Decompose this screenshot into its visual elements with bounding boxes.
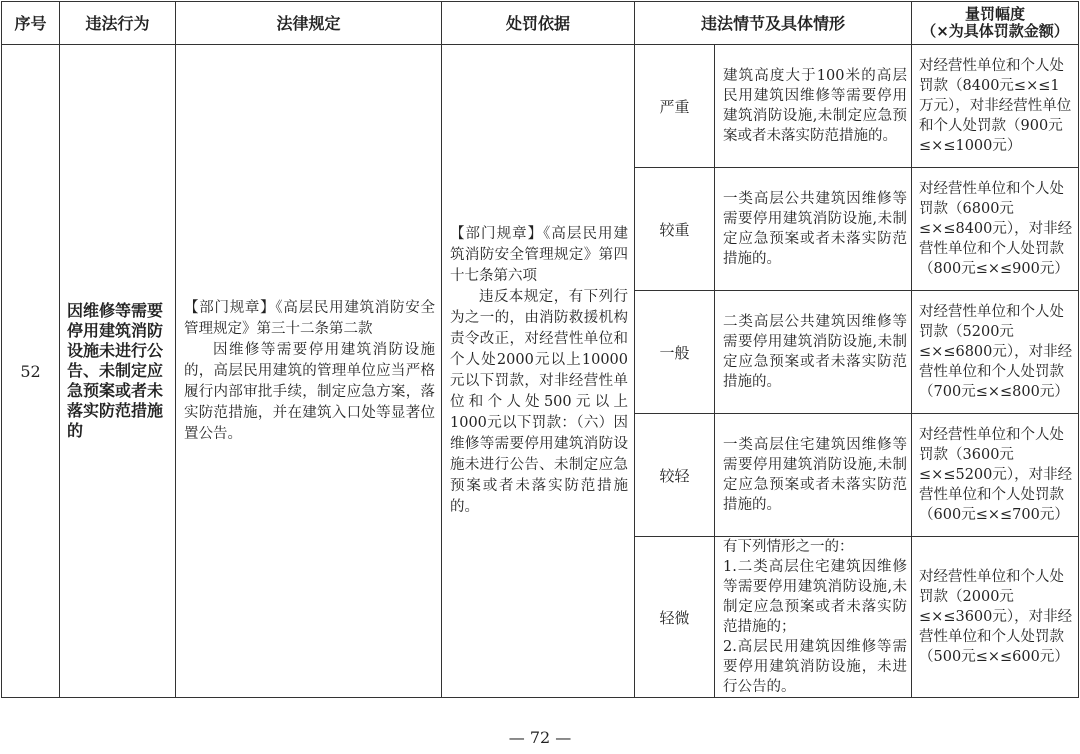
- penalty-basis-source: 【部门规章】《高层民用建筑消防安全管理规定》第四十七条第六项: [450, 226, 628, 284]
- header-fine-note: （×为具体罚款金额）: [921, 22, 1069, 40]
- level-label: 严重: [635, 45, 715, 168]
- level-description-intro: 有下列情形之一的：: [723, 539, 854, 555]
- fine-range: 对经营性单位和个人处罚款（6800元≤×≤8400元），对非经营性单位和个人处罚款（800元≤×≤900元）: [912, 168, 1079, 291]
- penalty-basis-text: 违反本规定，有下列行为之一的，由消防救援机构责令改正，对经营性单位和个人处2000元以上10000元以下罚款，对非经营性单位和个人处500元以上1000元以下罚款：（六）因维修等需要停用建筑消防设施未进行公告、未制定应急预案或者未落实防范措施的。: [450, 289, 628, 515]
- table-row: [2, 45, 1079, 168]
- fine-range: 对经营性单位和个人处罚款（8400元≤×≤1万元），对非经营性单位和个人处罚款（900元≤×≤1000元）: [912, 45, 1079, 168]
- legal-provision-source: 【部门规章】《高层民用建筑消防安全管理规定》第三十二条第二款: [184, 299, 435, 337]
- header-law: 法律规定: [176, 2, 442, 45]
- header-fine: [912, 2, 1079, 45]
- fine-range: 对经营性单位和个人处罚款（3600元≤×≤5200元），对非经营性单位和个人处罚款（600元≤×≤700元）: [912, 414, 1079, 537]
- level-description: 建筑高度大于100米的高层民用建筑因维修等需要停用建筑消防设施,未制定应急预案或者未落实防范措施的。: [715, 45, 912, 168]
- penalty-table: [1, 1, 1079, 698]
- legal-provision: [176, 45, 442, 698]
- penalty-basis: [442, 45, 635, 698]
- level-description: 二类高层公共建筑因维修等需要停用建筑消防设施,未制定应急预案或者未落实防范措施的。: [715, 291, 912, 414]
- level-label: 一般: [635, 291, 715, 414]
- header-basis: 处罚依据: [442, 2, 635, 45]
- page-number: — 72 —: [508, 728, 572, 747]
- header-circumstances: 违法情节及具体情形: [635, 2, 912, 45]
- level-label: 轻微: [635, 537, 715, 698]
- header-index: 序号: [2, 2, 60, 45]
- header-row: [2, 2, 1079, 45]
- level-description-item: 1.二类高层住宅建筑因维修等需要停用建筑消防设施,未制定应急预案或者未落实防范措施的；: [723, 559, 908, 635]
- level-description: 一类高层公共建筑因维修等需要停用建筑消防设施,未制定应急预案或者未落实防范措施的。: [715, 168, 912, 291]
- violation-action: 因维修等需要停用建筑消防设施未进行公告、未制定应急预案或者未落实防范措施的: [60, 45, 176, 698]
- header-action: 违法行为: [60, 2, 176, 45]
- header-fine-title: 量罚幅度: [965, 5, 1026, 23]
- fine-range: 对经营性单位和个人处罚款（2000元≤×≤3600元），对非经营性单位和个人处罚款（500元≤×≤600元）: [912, 537, 1079, 698]
- level-description: 一类高层住宅建筑因维修等需要停用建筑消防设施,未制定应急预案或者未落实防范措施的。: [715, 414, 912, 537]
- level-label: 较重: [635, 168, 715, 291]
- legal-provision-text: 因维修等需要停用建筑消防设施的，高层民用建筑的管理单位应当严格履行内部审批手续，制定应急方案，落实防范措施，并在建筑入口处等显著位置公告。: [184, 341, 435, 442]
- level-description: [715, 537, 912, 698]
- fine-range: 对经营性单位和个人处罚款（5200元≤×≤6800元），对非经营性单位和个人处罚款（700元≤×≤800元）: [912, 291, 1079, 414]
- row-index: 52: [2, 45, 60, 698]
- level-description-item: 2.高层民用建筑因维修等需要停用建筑消防设施，未进行公告的。: [723, 639, 908, 695]
- level-label: 较轻: [635, 414, 715, 537]
